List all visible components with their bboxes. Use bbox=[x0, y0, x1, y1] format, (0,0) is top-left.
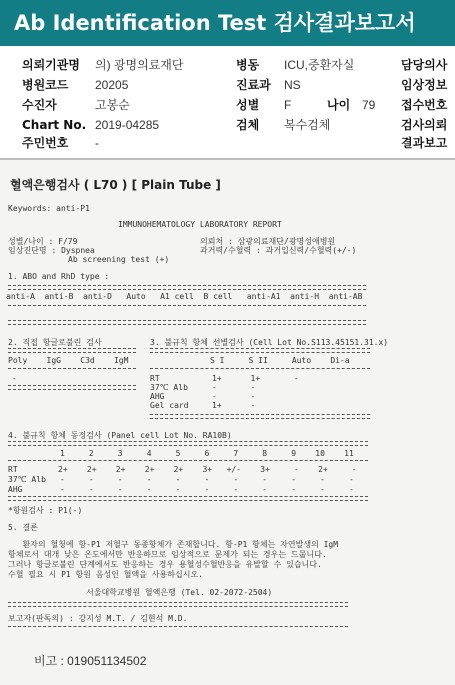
sex-value: F bbox=[284, 98, 292, 112]
department-label: 진료과 bbox=[236, 78, 271, 92]
screen-row-values: - - bbox=[212, 392, 256, 401]
panel-row-values: - - - - - - - - - - - bbox=[60, 475, 354, 484]
result-report-label: 결과보고 bbox=[401, 136, 448, 150]
specimen-label: 검체 bbox=[236, 118, 260, 132]
ward-value: ICU,중환자실 bbox=[284, 58, 355, 72]
conclusion-line: 그러나 항글로불린 단계에서도 반응하는 경우 용혈성수혈반응을 유발할 수 있습니다. bbox=[8, 560, 322, 569]
rule bbox=[8, 368, 136, 369]
dat-header: Poly IgG C3d IgM bbox=[8, 356, 129, 365]
ward-label: 병동 bbox=[236, 58, 260, 72]
screen-row-values: 1+ - bbox=[212, 401, 256, 410]
age-label: 나이 bbox=[327, 98, 351, 112]
keywords: Keywords: anti-P1 bbox=[8, 204, 90, 213]
resident-no-label: 주민번호 bbox=[22, 136, 69, 150]
antigen-test: *항원검사 : P1(-) bbox=[8, 506, 83, 515]
conclusion-line: 환자의 혈청에 항-P1 저혈구 동종항체가 존재합니다. 항-P1 항체는 자연발생의 IgM bbox=[8, 540, 339, 549]
screen-row-values: - - bbox=[212, 383, 256, 392]
department-value: NS bbox=[284, 78, 301, 92]
screen-row-label: 37℃ Alb bbox=[150, 383, 188, 392]
rule bbox=[8, 626, 348, 627]
panel-cell-header: 1 2 3 4 5 6 7 8 9 10 11 bbox=[60, 449, 354, 458]
screen-row-label: Gel card bbox=[150, 401, 189, 410]
rule bbox=[150, 368, 370, 369]
institution-value: 의) 광명의료재단 bbox=[95, 58, 184, 72]
doctor-label: 담당의사 bbox=[401, 58, 448, 72]
conclusion-line: 수혈 필요 시 P1 항원 음성인 혈액을 사용하십시오. bbox=[8, 570, 203, 579]
screening-note: Ab screening test (+) bbox=[68, 255, 170, 264]
specimen-value: 복수검체 bbox=[284, 118, 331, 132]
antibody-id-title: 4. 불규칙 항체 동정검사 (Panel cell Lot No. RA10B) bbox=[8, 431, 232, 440]
rule bbox=[8, 385, 136, 390]
rule bbox=[150, 348, 370, 353]
report-section-title: 혈액은행검사 ( L70 ) [ Plain Tube ] bbox=[10, 178, 221, 192]
patient-label: 수진자 bbox=[22, 98, 57, 112]
requester: 의뢰처 : 삼광의료재단/광명성애병원 bbox=[200, 237, 336, 246]
panel-row-values: - - - - - - - - - - - bbox=[60, 485, 354, 494]
hospital-code-value: 20205 bbox=[95, 78, 129, 92]
patient-value: 고봉순 bbox=[95, 98, 130, 112]
clinical-info-label: 임상정보 bbox=[401, 78, 448, 92]
abo-rhd-header: anti-A anti-B anti-D Auto A1 cell B cell anti-A1 anti-H anti-AB bbox=[6, 292, 363, 301]
rule bbox=[8, 348, 136, 353]
chart-no-label: Chart No. bbox=[22, 118, 87, 132]
rule bbox=[8, 320, 366, 325]
panel-row-label: AHG bbox=[8, 485, 23, 494]
test-request-label: 검사의뢰 bbox=[401, 118, 448, 132]
rule bbox=[8, 285, 366, 290]
lab-report-title: IMMUNOHEMATOLOGY LABORATORY REPORT bbox=[118, 220, 282, 229]
screen-row-label: AHG bbox=[150, 392, 165, 401]
rule bbox=[8, 305, 366, 306]
antibody-screen-header: S I S II Auto Di-a bbox=[210, 356, 350, 365]
rule bbox=[8, 602, 348, 607]
conclusion-line: 항체로서 대개 낮은 온도에서만 반응하므로 임상적으로 문제가 되는 경우는 드뭅니다. bbox=[8, 550, 327, 559]
resident-no-value: - bbox=[95, 136, 99, 150]
rule bbox=[8, 441, 368, 446]
screen-row-values: 1+ 1+ - bbox=[212, 374, 299, 383]
panel-row-label: 37℃ Alb bbox=[8, 475, 46, 484]
antibody-screen-title: 3. 불규칙 항체 선별검사 (Cell Lot No.S113.45151.31.x) bbox=[150, 338, 389, 347]
chart-no-value: 2019-04285 bbox=[95, 118, 160, 132]
receipt-no-label: 접수번호 bbox=[401, 98, 448, 112]
rule bbox=[150, 414, 370, 419]
conclusion-title: 5. 결론 bbox=[8, 523, 38, 532]
dat-title: 2. 직접 항글로불린 검사 bbox=[8, 338, 102, 347]
institution-label: 의뢰기관명 bbox=[22, 58, 80, 72]
blood-bank-contact: 서울대학교병원 혈액은행 (Tel. 02-2072-2504) bbox=[86, 588, 273, 597]
transfusion-history: 과거력/수혈력 : 과거입신력/수혈력(+/-) bbox=[200, 246, 357, 255]
sex-label: 성별 bbox=[236, 98, 260, 112]
panel-row-label: RT bbox=[8, 465, 18, 474]
abo-rhd-title: 1. ABO and RhD type : bbox=[8, 272, 110, 281]
scanned-report bbox=[0, 160, 455, 685]
rule bbox=[8, 496, 368, 501]
screen-row-label: RT bbox=[150, 374, 160, 383]
sex-age: 성별/나이 : F/79 bbox=[8, 237, 78, 246]
dat-value: - bbox=[12, 374, 17, 383]
reporter: 보고자(판독의) : 강지성 M.T. / 김현석 M.D. bbox=[8, 614, 188, 623]
clinical-diagnosis: 임상진단명 : Dyspnea bbox=[8, 246, 95, 255]
report-title-banner: Ab Identification Test 검사결과보고서 bbox=[0, 0, 455, 46]
panel-row-values: 2+ 2+ 2+ 2+ 2+ 3+ +/- 3+ - 2+ - bbox=[58, 465, 357, 474]
remarks: 비고 : 019051134502 bbox=[34, 654, 147, 668]
rule bbox=[8, 460, 368, 461]
age-value: 79 bbox=[362, 98, 376, 112]
hospital-code-label: 병원코드 bbox=[22, 78, 69, 92]
